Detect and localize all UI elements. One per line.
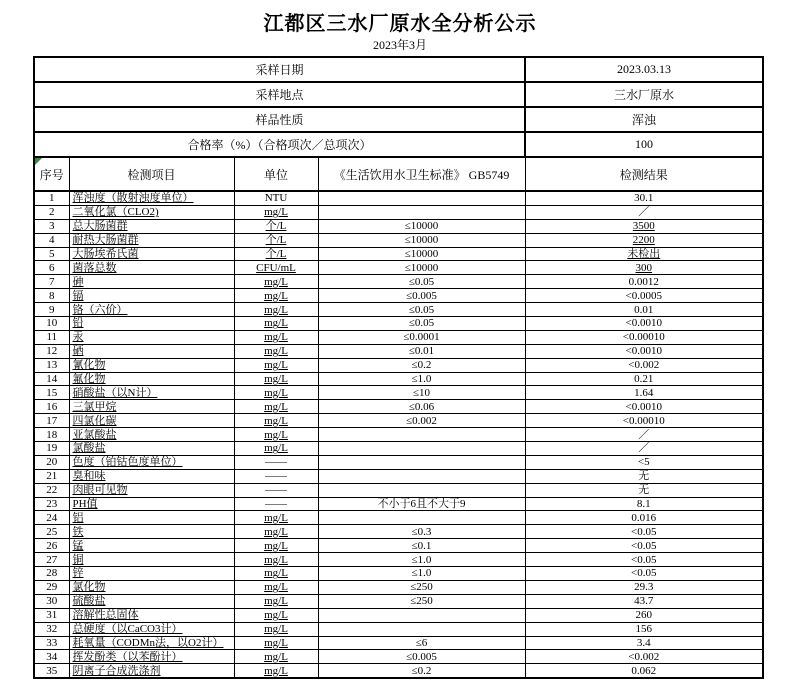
- row-no-cell: 2: [34, 205, 69, 219]
- data-row: [34, 289, 763, 303]
- item-cell: 肉眼可见物: [69, 483, 234, 497]
- info-label-cell: 样品性质: [34, 107, 525, 132]
- item-cell: 氯化物: [69, 580, 234, 594]
- data-row: [34, 344, 763, 358]
- row-no-cell: 10: [34, 317, 69, 331]
- standard-cell: [318, 428, 525, 442]
- standard-cell: 不小于6且不大于9: [318, 497, 525, 511]
- item-cell: 砷: [69, 275, 234, 289]
- standard-cell: [318, 511, 525, 525]
- item-cell: 镉: [69, 289, 234, 303]
- standard-cell: ≤250: [318, 580, 525, 594]
- header-label: 序号: [39, 167, 64, 182]
- row-no-cell: 8: [34, 289, 69, 303]
- standard-cell: ≤0.05: [318, 275, 525, 289]
- item-cell: 耐热大肠菌群: [69, 233, 234, 247]
- data-row: [34, 511, 763, 525]
- data-row: [34, 497, 763, 511]
- unit-cell: ——: [234, 469, 318, 483]
- info-row: [34, 82, 763, 107]
- unit-cell: mg/L: [234, 594, 318, 608]
- header-cell-unit: 单位: [234, 157, 318, 191]
- standard-cell: [318, 469, 525, 483]
- info-row: [34, 57, 763, 82]
- standard-cell: ≤0.0001: [318, 330, 525, 344]
- standard-cell: ≤0.3: [318, 525, 525, 539]
- standard-cell: ≤0.1: [318, 539, 525, 553]
- data-row: [34, 219, 763, 233]
- item-cell: 四氯化碳: [69, 414, 234, 428]
- page-subtitle: 2023年3月: [372, 38, 427, 52]
- standard-cell: [318, 455, 525, 469]
- info-section: [34, 57, 763, 157]
- result-cell: 3.4: [525, 636, 763, 650]
- row-no-cell: 26: [34, 539, 69, 553]
- standard-cell: [318, 483, 525, 497]
- item-cell: 硝酸盐（以N计）: [69, 386, 234, 400]
- data-row: [34, 469, 763, 483]
- unit-cell: mg/L: [234, 344, 318, 358]
- result-cell: <5: [525, 455, 763, 469]
- standard-cell: [318, 622, 525, 636]
- item-cell: 铝: [69, 511, 234, 525]
- unit-cell: mg/L: [234, 205, 318, 219]
- item-cell: 氯酸盐: [69, 442, 234, 456]
- unit-cell: mg/L: [234, 664, 318, 678]
- result-cell: 0.21: [525, 372, 763, 386]
- row-no-cell: 4: [34, 233, 69, 247]
- unit-cell: NTU: [234, 191, 318, 205]
- item-cell: 臭和味: [69, 469, 234, 483]
- result-cell: 0.01: [525, 303, 763, 317]
- row-no-cell: 19: [34, 442, 69, 456]
- info-label-cell: 采样日期: [34, 57, 525, 82]
- row-no-cell: 7: [34, 275, 69, 289]
- standard-cell: ≤0.01: [318, 344, 525, 358]
- excel-flag-icon: [35, 158, 42, 165]
- row-no-cell: 25: [34, 525, 69, 539]
- standard-cell: [318, 442, 525, 456]
- row-no-cell: 14: [34, 372, 69, 386]
- unit-cell: mg/L: [234, 372, 318, 386]
- item-cell: 三氯甲烷: [69, 400, 234, 414]
- item-cell: 总硬度（以CaCO3计）: [69, 622, 234, 636]
- result-cell: <0.002: [525, 358, 763, 372]
- row-no-cell: 20: [34, 455, 69, 469]
- result-cell: 156: [525, 622, 763, 636]
- row-no-cell: 11: [34, 330, 69, 344]
- unit-cell: mg/L: [234, 414, 318, 428]
- result-cell: 30.1: [525, 191, 763, 205]
- item-cell: 浑浊度（散射浊度单位）: [69, 191, 234, 205]
- info-value-cell: 100: [525, 132, 763, 157]
- standard-cell: [318, 191, 525, 205]
- standard-cell: ≤10: [318, 386, 525, 400]
- unit-cell: mg/L: [234, 442, 318, 456]
- info-row: [34, 132, 763, 157]
- standard-cell: [318, 608, 525, 622]
- data-row: [34, 386, 763, 400]
- data-section: [34, 191, 763, 678]
- standard-cell: ≤1.0: [318, 553, 525, 567]
- row-no-cell: 21: [34, 469, 69, 483]
- item-cell: 硫酸盐: [69, 594, 234, 608]
- result-cell: <0.0010: [525, 400, 763, 414]
- unit-cell: 个/L: [234, 233, 318, 247]
- info-value-cell: 三水厂原水: [525, 82, 763, 107]
- unit-cell: mg/L: [234, 539, 318, 553]
- row-no-cell: 6: [34, 261, 69, 275]
- result-cell: <0.00010: [525, 414, 763, 428]
- result-cell: <0.0010: [525, 344, 763, 358]
- standard-cell: ≤10000: [318, 219, 525, 233]
- unit-cell: mg/L: [234, 525, 318, 539]
- data-row: [34, 636, 763, 650]
- row-no-cell: 18: [34, 428, 69, 442]
- standard-cell: ≤0.05: [318, 303, 525, 317]
- unit-cell: mg/L: [234, 636, 318, 650]
- row-no-cell: 33: [34, 636, 69, 650]
- data-row: [34, 372, 763, 386]
- item-cell: 耗氧量（CODMn法，以O2计）: [69, 636, 234, 650]
- item-cell: 氰化物: [69, 358, 234, 372]
- header-cell-no: [34, 157, 69, 191]
- result-cell: 0.016: [525, 511, 763, 525]
- header-cell-item: 检测项目: [69, 157, 234, 191]
- row-no-cell: 9: [34, 303, 69, 317]
- row-no-cell: 3: [34, 219, 69, 233]
- standard-cell: ≤0.005: [318, 289, 525, 303]
- data-row: [34, 205, 763, 219]
- result-cell: <0.05: [525, 553, 763, 567]
- item-cell: 挥发酚类（以苯酚计）: [69, 650, 234, 664]
- unit-cell: mg/L: [234, 608, 318, 622]
- result-cell: 无: [525, 483, 763, 497]
- row-no-cell: 29: [34, 580, 69, 594]
- row-no-cell: 5: [34, 247, 69, 261]
- item-cell: 铬（六价）: [69, 303, 234, 317]
- header-section: [34, 157, 763, 191]
- unit-cell: mg/L: [234, 386, 318, 400]
- result-cell: ／: [525, 205, 763, 219]
- unit-cell: mg/L: [234, 400, 318, 414]
- data-row: [34, 650, 763, 664]
- unit-cell: mg/L: [234, 275, 318, 289]
- item-cell: 阴离子合成洗涤剂: [69, 664, 234, 678]
- unit-cell: ——: [234, 497, 318, 511]
- result-cell: 1.64: [525, 386, 763, 400]
- item-cell: 二氧化氯（CLO2): [69, 205, 234, 219]
- item-cell: 亚氯酸盐: [69, 428, 234, 442]
- header-cell-standard: 《生活饮用水卫生标准》 GB5749: [318, 157, 525, 191]
- row-no-cell: 15: [34, 386, 69, 400]
- info-label-cell: 采样地点: [34, 82, 525, 107]
- unit-cell: 个/L: [234, 219, 318, 233]
- row-no-cell: 32: [34, 622, 69, 636]
- result-cell: <0.05: [525, 539, 763, 553]
- data-row: [34, 539, 763, 553]
- row-no-cell: 17: [34, 414, 69, 428]
- item-cell: 铁: [69, 525, 234, 539]
- standard-cell: ≤250: [318, 594, 525, 608]
- unit-cell: mg/L: [234, 428, 318, 442]
- row-no-cell: 28: [34, 567, 69, 581]
- result-cell: <0.002: [525, 650, 763, 664]
- row-no-cell: 35: [34, 664, 69, 678]
- item-cell: 铅: [69, 317, 234, 331]
- item-cell: 锌: [69, 567, 234, 581]
- analysis-table: [33, 56, 764, 679]
- unit-cell: mg/L: [234, 289, 318, 303]
- data-row: [34, 622, 763, 636]
- result-cell: 无: [525, 469, 763, 483]
- data-row: [34, 247, 763, 261]
- data-row: [34, 261, 763, 275]
- standard-cell: ≤0.05: [318, 317, 525, 331]
- standard-cell: ≤0.005: [318, 650, 525, 664]
- result-cell: ／: [525, 428, 763, 442]
- standard-cell: ≤10000: [318, 247, 525, 261]
- unit-cell: mg/L: [234, 567, 318, 581]
- info-value-cell: 2023.03.13: [525, 57, 763, 82]
- data-row: [34, 400, 763, 414]
- item-cell: 锰: [69, 539, 234, 553]
- result-cell: 0.062: [525, 664, 763, 678]
- result-cell: <0.05: [525, 525, 763, 539]
- standard-cell: ≤10000: [318, 261, 525, 275]
- item-cell: 氟化物: [69, 372, 234, 386]
- row-no-cell: 23: [34, 497, 69, 511]
- standard-cell: ≤0.002: [318, 414, 525, 428]
- unit-cell: mg/L: [234, 303, 318, 317]
- data-row: [34, 358, 763, 372]
- result-cell: 29.3: [525, 580, 763, 594]
- standard-cell: ≤6: [318, 636, 525, 650]
- data-row: [34, 553, 763, 567]
- unit-cell: mg/L: [234, 650, 318, 664]
- data-row: [34, 525, 763, 539]
- unit-cell: mg/L: [234, 622, 318, 636]
- unit-cell: mg/L: [234, 553, 318, 567]
- item-cell: 溶解性总固体: [69, 608, 234, 622]
- unit-cell: mg/L: [234, 330, 318, 344]
- row-no-cell: 30: [34, 594, 69, 608]
- info-label-cell: 合格率（%）（合格项次／总项次）: [34, 132, 525, 157]
- standard-cell: ≤0.2: [318, 664, 525, 678]
- row-no-cell: 24: [34, 511, 69, 525]
- unit-cell: ——: [234, 455, 318, 469]
- unit-cell: 个/L: [234, 247, 318, 261]
- unit-cell: mg/L: [234, 511, 318, 525]
- data-row: [34, 608, 763, 622]
- standard-cell: ≤1.0: [318, 372, 525, 386]
- data-row: [34, 483, 763, 497]
- info-value-cell: 浑浊: [525, 107, 763, 132]
- data-row: [34, 191, 763, 205]
- data-row: [34, 303, 763, 317]
- data-row: [34, 233, 763, 247]
- item-cell: PH值: [69, 497, 234, 511]
- result-cell: 260: [525, 608, 763, 622]
- data-row: [34, 414, 763, 428]
- result-cell: 3500: [525, 219, 763, 233]
- result-cell: <0.00010: [525, 330, 763, 344]
- unit-cell: CFU/mL: [234, 261, 318, 275]
- item-cell: 大肠埃希氏菌: [69, 247, 234, 261]
- result-cell: <0.05: [525, 567, 763, 581]
- item-cell: 硒: [69, 344, 234, 358]
- result-cell: <0.0005: [525, 289, 763, 303]
- item-cell: 菌落总数: [69, 261, 234, 275]
- header-row: [34, 157, 763, 191]
- result-cell: 0.0012: [525, 275, 763, 289]
- standard-cell: ≤0.2: [318, 358, 525, 372]
- standard-cell: ≤1.0: [318, 567, 525, 581]
- unit-cell: mg/L: [234, 317, 318, 331]
- result-cell: <0.0010: [525, 317, 763, 331]
- data-row: [34, 580, 763, 594]
- row-no-cell: 12: [34, 344, 69, 358]
- result-cell: 300: [525, 261, 763, 275]
- data-row: [34, 330, 763, 344]
- data-row: [34, 594, 763, 608]
- data-row: [34, 455, 763, 469]
- data-row: [34, 442, 763, 456]
- unit-cell: mg/L: [234, 358, 318, 372]
- item-cell: 总大肠菌群: [69, 219, 234, 233]
- standard-cell: ≤0.06: [318, 400, 525, 414]
- unit-cell: ——: [234, 483, 318, 497]
- data-row: [34, 567, 763, 581]
- row-no-cell: 16: [34, 400, 69, 414]
- header-cell-result: 检测结果: [525, 157, 763, 191]
- item-cell: 汞: [69, 330, 234, 344]
- page-title: 江都区三水厂原水全分析公示: [263, 13, 537, 35]
- item-cell: 铜: [69, 553, 234, 567]
- item-cell: 色度（铂钴色度单位）: [69, 455, 234, 469]
- row-no-cell: 31: [34, 608, 69, 622]
- data-row: [34, 428, 763, 442]
- row-no-cell: 22: [34, 483, 69, 497]
- info-row: [34, 107, 763, 132]
- row-no-cell: 13: [34, 358, 69, 372]
- result-cell: 未检出: [525, 247, 763, 261]
- result-cell: 8.1: [525, 497, 763, 511]
- data-row: [34, 317, 763, 331]
- standard-cell: ≤10000: [318, 233, 525, 247]
- row-no-cell: 27: [34, 553, 69, 567]
- result-cell: ／: [525, 442, 763, 456]
- row-no-cell: 34: [34, 650, 69, 664]
- standard-cell: [318, 205, 525, 219]
- row-no-cell: 1: [34, 191, 69, 205]
- data-row: [34, 664, 763, 678]
- result-cell: 43.7: [525, 594, 763, 608]
- unit-cell: mg/L: [234, 580, 318, 594]
- result-cell: 2200: [525, 233, 763, 247]
- data-row: [34, 275, 763, 289]
